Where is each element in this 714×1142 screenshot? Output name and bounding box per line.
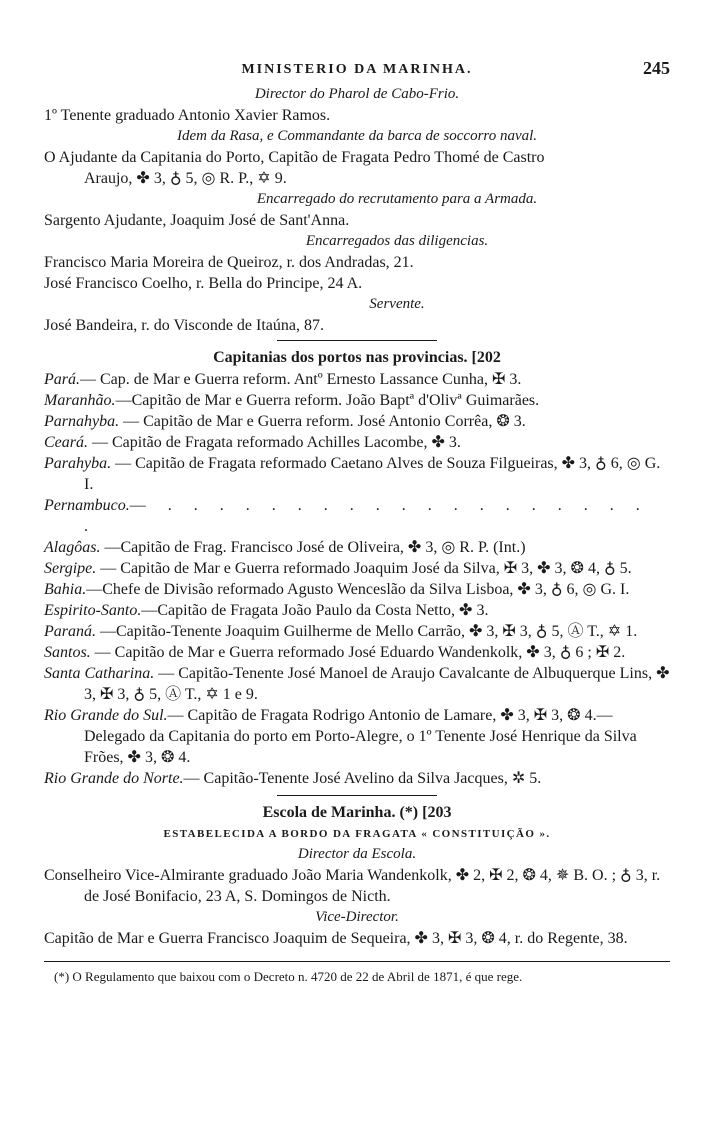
entry-text: —Chefe de Divisão reformado Agusto Wenceslão da Silva Lisboa, ✤ 3, ♁ 6, ◎ G. I.: [86, 581, 630, 598]
province-name: Bahia.: [44, 581, 87, 598]
page-header: [44, 56, 670, 84]
province-name: Rio Grande do Norte.: [44, 770, 184, 787]
ajudante-line-2: Araujo, ✤ 3, ♁ 5, ◎ R. P., ✡ 9.: [84, 170, 287, 187]
capitanias-list: [44, 369, 670, 789]
list-item: [44, 369, 670, 390]
entry-text: —Capitão de Frag. Francisco José de Oliveira, ✤ 3, ◎ R. P. (Int.): [100, 539, 526, 556]
pharol-line: 1º Tenente graduado Antonio Xavier Ramos.: [44, 107, 331, 124]
province-name: Rio Grande do Sul.: [44, 707, 168, 724]
province-name: Santos.: [44, 644, 91, 661]
province-name: Pernambuco.: [44, 497, 130, 514]
list-item: [44, 579, 670, 600]
province-name: Parahyba.: [44, 455, 112, 472]
entry-text: — Capitão de Fragata reformado Caetano Alves de Souza Filgueiras, ✤ 3, ♁ 6, ◎ G. I.: [84, 455, 661, 493]
entry-text: — . . . . . . . . . . . . . . . . . . . .: [84, 497, 649, 535]
list-item: [44, 432, 670, 453]
page-number: 245: [643, 58, 670, 78]
list-item: [44, 390, 670, 411]
province-name: Paraná.: [44, 623, 96, 640]
entry-text: —Capitão de Fragata João Paulo da Costa Netto, ✤ 3.: [141, 602, 489, 619]
director-caption: Director da Escola.: [297, 846, 417, 862]
document-page: [44, 56, 670, 986]
running-title: MINISTERIO DA MARINHA.: [241, 62, 473, 77]
recrutamento-caption: Encarregado do recrutamento para a Armada.: [256, 191, 538, 207]
servente-caption: Servente.: [369, 296, 425, 312]
escola-subtitle: ESTABELECIDA A BORDO DA FRAGATA « CONSTITUIÇÃO ».: [163, 828, 551, 840]
capitanias-title: Capitanias dos portos nas provincias. [202: [213, 349, 501, 366]
entry-text: — Capitão de Fragata reformado Achilles Lacombe, ✤ 3.: [88, 434, 461, 451]
province-name: Parnahyba.: [44, 413, 120, 430]
director-text: Conselheiro Vice-Almirante graduado João Maria Wandenkolk, ✤ 2, ✠ 2, ❂ 4, ✵ B. O. ; ♁ 3, r. de José Bonifacio, 23 A, S. Domingos de Nicth.: [44, 867, 661, 905]
list-item: [44, 621, 670, 642]
pharol-caption: Director do Pharol de Cabo-Frio.: [254, 86, 460, 102]
entry-text: — Capitão de Mar e Guerra reformado José Eduardo Wandenkolk, ✤ 3, ♁ 6 ; ✠ 2.: [90, 644, 626, 661]
list-item: [44, 663, 670, 705]
province-name: Maranhão.: [44, 392, 116, 409]
province-name: Pará.: [44, 371, 80, 388]
province-name: Ceará.: [44, 434, 88, 451]
rasa-caption: Idem da Rasa, e Commandante da barca de soccorro naval.: [176, 128, 538, 144]
entry-text: —Capitão de Mar e Guerra reform. João Baptª d'Olivª Guimarães.: [115, 392, 540, 409]
list-item: [44, 768, 670, 789]
escola-title: Escola de Marinha. (*) [203: [262, 804, 452, 821]
entry-text: — Capitão de Mar e Guerra reform. José Antonio Corrêa, ❂ 3.: [119, 413, 526, 430]
list-item: [44, 705, 670, 768]
province-name: Alagôas.: [44, 539, 101, 556]
vice-director-text: Capitão de Mar e Guerra Francisco Joaquim de Sequeira, ✤ 3, ✠ 3, ❂ 4, r. do Regente, 38.: [44, 930, 628, 947]
diligencias-line-1: Francisco Maria Moreira de Queiroz, r. dos Andradas, 21.: [44, 254, 414, 271]
recrutamento-line: Sargento Ajudante, Joaquim José de Sant'Anna.: [44, 212, 350, 229]
list-item: [44, 411, 670, 432]
footnote: (*) O Regulamento que baixou com o Decreto n. 4720 de 22 de Abril de 1871, é que rege.: [54, 969, 523, 984]
list-item: [44, 600, 670, 621]
province-name: Espirito-Santo.: [44, 602, 142, 619]
entry-text: — Cap. de Mar e Guerra reform. Antº Ernesto Lassance Cunha, ✠ 3.: [80, 371, 522, 388]
list-item: [44, 642, 670, 663]
section-divider: [277, 340, 437, 341]
footnote-divider: [44, 961, 670, 962]
list-item: [44, 495, 670, 537]
diligencias-line-2: José Francisco Coelho, r. Bella do Principe, 24 A.: [44, 275, 363, 292]
ajudante-line-1: O Ajudante da Capitania do Porto, Capitão de Fragata Pedro Thomé de Castro: [44, 149, 545, 166]
list-item: [44, 537, 670, 558]
entry-text: — Capitão de Mar e Guerra reformado Joaquim José da Silva, ✠ 3, ✤ 3, ❂ 4, ♁ 5.: [96, 560, 632, 577]
list-item: [44, 558, 670, 579]
province-name: Santa Catharina.: [44, 665, 155, 682]
servente-line: José Bandeira, r. do Visconde de Itaúna, 87.: [44, 317, 325, 334]
entry-text: — Capitão-Tenente José Avelino da Silva Jacques, ✲ 5.: [183, 770, 542, 787]
vice-director-caption: Vice-Director.: [315, 909, 399, 925]
entry-text: — Capitão-Tenente José Manoel de Araujo Cavalcante de Albuquerque Lins, ✤ 3, ✠ 3, ♁ 5, Ⓐ T., ✡ 1 e 9.: [84, 665, 670, 703]
list-item: [44, 453, 670, 495]
entry-text: — Capitão de Fragata Rodrigo Antonio de Lamare, ✤ 3, ✠ 3, ❂ 4.—Delegado da Capitania do porto em Porto-Alegre, o 1º Tenente José Henrique da Silva Frões, ✤ 3, ❂ 4.: [84, 707, 637, 766]
entry-text: —Capitão-Tenente Joaquim Guilherme de Mello Carrão, ✤ 3, ✠ 3, ♁ 5, Ⓐ T., ✡ 1.: [96, 623, 638, 640]
section-divider: [277, 795, 437, 796]
diligencias-caption: Encarregados das diligencias.: [305, 233, 489, 249]
province-name: Sergipe.: [44, 560, 97, 577]
